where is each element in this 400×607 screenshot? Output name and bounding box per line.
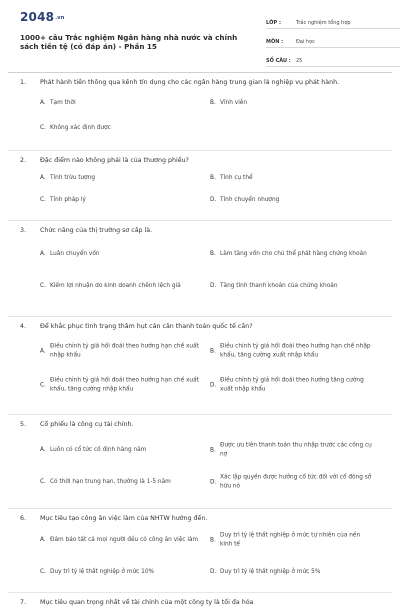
answer-option[interactable] bbox=[40, 124, 210, 133]
option-text: Điều chỉnh tỷ giá hối đoái theo hướng hạn chế nhập khẩu, tăng cường xuất nhập khẩu bbox=[220, 343, 371, 358]
question-text: Mục tiêu tạo công ăn việc làm của NHTW hướng đến. bbox=[40, 515, 208, 522]
option-letter: D. bbox=[210, 479, 217, 485]
answer-option[interactable] bbox=[40, 174, 210, 183]
header-divider bbox=[8, 72, 392, 73]
answer-option[interactable] bbox=[210, 474, 380, 491]
question-divider bbox=[8, 508, 392, 509]
option-letter: A. bbox=[40, 348, 46, 354]
question-number: 3. bbox=[20, 227, 27, 234]
option-letter: C. bbox=[40, 479, 46, 485]
question-stem bbox=[20, 226, 386, 235]
question-stem bbox=[20, 78, 386, 87]
logo-main: 2048 bbox=[20, 10, 55, 24]
option-text: Tính trừu tượng bbox=[50, 174, 96, 181]
question-divider bbox=[8, 316, 392, 317]
answer-option[interactable] bbox=[40, 343, 210, 360]
answer-option[interactable] bbox=[40, 196, 210, 205]
question-number: 5. bbox=[20, 421, 27, 428]
option-text: Tạm thời bbox=[50, 99, 76, 106]
option-letter: C. bbox=[40, 125, 46, 131]
option-letter: A. bbox=[40, 251, 46, 257]
option-text: Luân chuyển vốn bbox=[50, 250, 100, 257]
option-text: Tăng tính thanh khoản của chứng khoán bbox=[220, 282, 338, 289]
meta-row bbox=[266, 14, 400, 29]
answer-option[interactable] bbox=[40, 446, 210, 455]
option-text: Kiếm lợi nhuận do kinh doanh chênh lệch giá bbox=[50, 282, 181, 289]
option-text: Điều chỉnh tỷ giá hối đoái theo hướng tăng cường xuất nhập khẩu bbox=[220, 377, 364, 392]
meta-value: Trắc nghiệm tổng hợp bbox=[296, 20, 351, 26]
option-text: Tính cụ thể bbox=[220, 174, 253, 181]
option-text: Xác lập quyền được hưởng cổ tức đối với cổ đông sở hữu nó bbox=[220, 474, 372, 489]
option-letter: C. bbox=[40, 197, 46, 203]
answer-option[interactable] bbox=[210, 250, 380, 259]
option-text: Luôn có cổ tức cố định hàng năm bbox=[50, 446, 147, 453]
option-letter: A. bbox=[40, 537, 46, 543]
meta-value: Đại học bbox=[296, 39, 315, 45]
answer-option[interactable] bbox=[40, 99, 210, 108]
answer-option[interactable] bbox=[210, 174, 380, 183]
option-letter: A. bbox=[40, 100, 46, 106]
meta-row bbox=[266, 52, 400, 67]
option-text: Làm tăng vốn cho chủ thể phát hàng chứng khoán bbox=[220, 250, 367, 257]
option-letter: C. bbox=[40, 382, 46, 388]
option-letter: B. bbox=[210, 100, 216, 106]
option-letter: B. bbox=[210, 537, 216, 543]
option-letter: C. bbox=[40, 569, 46, 575]
question-number: 2. bbox=[20, 157, 27, 164]
question-text: Mục tiêu quan trọng nhất về tài chính của một công ty là tối đa hóa bbox=[40, 599, 254, 606]
answer-option[interactable] bbox=[40, 478, 210, 487]
logo-suffix: .vn bbox=[55, 15, 65, 21]
option-letter: B. bbox=[210, 348, 216, 354]
option-text: Tính pháp lý bbox=[50, 196, 86, 203]
question-text: Chức năng của thị trường sơ cấp là. bbox=[40, 227, 153, 234]
option-text: Duy trì tỷ lệ thất nghiệp ở mức 10% bbox=[50, 568, 155, 575]
answer-option[interactable] bbox=[40, 568, 210, 577]
question-stem bbox=[20, 598, 386, 607]
question-number: 1. bbox=[20, 79, 27, 86]
option-text: Được ưu tiên thanh toán thu nhập trước các công cụ nợ bbox=[220, 442, 372, 457]
option-letter: A. bbox=[40, 447, 46, 453]
answer-option[interactable] bbox=[210, 377, 380, 394]
option-letter: D. bbox=[210, 197, 217, 203]
option-letter: C. bbox=[40, 283, 46, 289]
header bbox=[14, 0, 386, 62]
question-stem bbox=[20, 156, 386, 165]
question-text: Đặc điểm nào không phải là của thương phiếu? bbox=[40, 157, 189, 164]
answer-option[interactable] bbox=[210, 442, 380, 459]
page-title: 1000+ câu Trắc nghiệm Ngân hàng nhà nước và chính sách tiền tệ (có đáp án) - Phần 15 bbox=[20, 33, 238, 52]
answer-option[interactable] bbox=[40, 250, 210, 259]
question-number: 7. bbox=[20, 599, 27, 606]
option-letter: D. bbox=[210, 569, 217, 575]
meta-row bbox=[266, 33, 400, 48]
option-letter: D. bbox=[210, 382, 217, 388]
option-text: Duy trì tỷ lệ thất nghiệp ở mức tự nhiên của nền kinh tế bbox=[220, 532, 361, 547]
meta-value: 25 bbox=[296, 58, 303, 64]
option-text: Đảm bảo tất cả mọi người đều có công ăn việc làm bbox=[50, 536, 199, 543]
site-logo[interactable] bbox=[20, 10, 65, 24]
answer-option[interactable] bbox=[210, 532, 380, 549]
question-divider bbox=[8, 220, 392, 221]
option-text: Tính chuyển nhượng bbox=[220, 196, 280, 203]
option-text: Điều chỉnh tỷ giá hối đoái theo hướng hạn chế xuất khẩu, tăng cường nhập khẩu bbox=[50, 377, 199, 392]
option-letter: B. bbox=[210, 175, 216, 181]
option-text: Điều chỉnh tỷ giá hối đoái theo hướng hạn chế xuất nhập khẩu bbox=[50, 343, 199, 358]
question-text: Cổ phiếu là công cụ tài chính. bbox=[40, 421, 134, 428]
question-number: 4. bbox=[20, 323, 27, 330]
option-text: Có thời hạn trung hạn, thường là 1-5 năm bbox=[50, 478, 171, 485]
answer-option[interactable] bbox=[210, 196, 380, 205]
question-text: Để khắc phục tình trạng thâm hụt cán cân thanh toán quốc tế cần? bbox=[40, 323, 253, 330]
meta-panel bbox=[266, 14, 400, 71]
option-text: Không xác định được bbox=[50, 124, 111, 131]
option-letter: B. bbox=[210, 251, 216, 257]
option-letter: B. bbox=[210, 447, 216, 453]
answer-option[interactable] bbox=[40, 282, 210, 291]
question-divider bbox=[8, 592, 392, 593]
meta-key: SỐ CÂU : bbox=[266, 58, 291, 64]
answer-option[interactable] bbox=[210, 282, 380, 291]
question-stem bbox=[20, 420, 386, 429]
option-text: Duy trì tỷ lệ thất nghiệp ở mức 5% bbox=[220, 568, 321, 575]
answer-option[interactable] bbox=[210, 343, 380, 360]
answer-option[interactable] bbox=[210, 568, 380, 577]
question-stem bbox=[20, 514, 386, 523]
question-text: Phát hành tiền thông qua kênh tín dụng cho các ngân hàng trung gian là nghiệp vụ phát hành. bbox=[40, 79, 340, 86]
question-stem bbox=[20, 322, 386, 331]
question-divider bbox=[8, 414, 392, 415]
meta-key: MÔN : bbox=[266, 39, 284, 45]
option-letter: D. bbox=[210, 283, 217, 289]
question-divider bbox=[8, 150, 392, 151]
meta-key: LỚP : bbox=[266, 20, 281, 26]
question-number: 6. bbox=[20, 515, 27, 522]
answer-option[interactable] bbox=[210, 99, 380, 108]
option-letter: A. bbox=[40, 175, 46, 181]
answer-option[interactable] bbox=[40, 536, 210, 545]
answer-option[interactable] bbox=[40, 377, 210, 394]
option-text: Vĩnh viễn bbox=[220, 99, 248, 106]
